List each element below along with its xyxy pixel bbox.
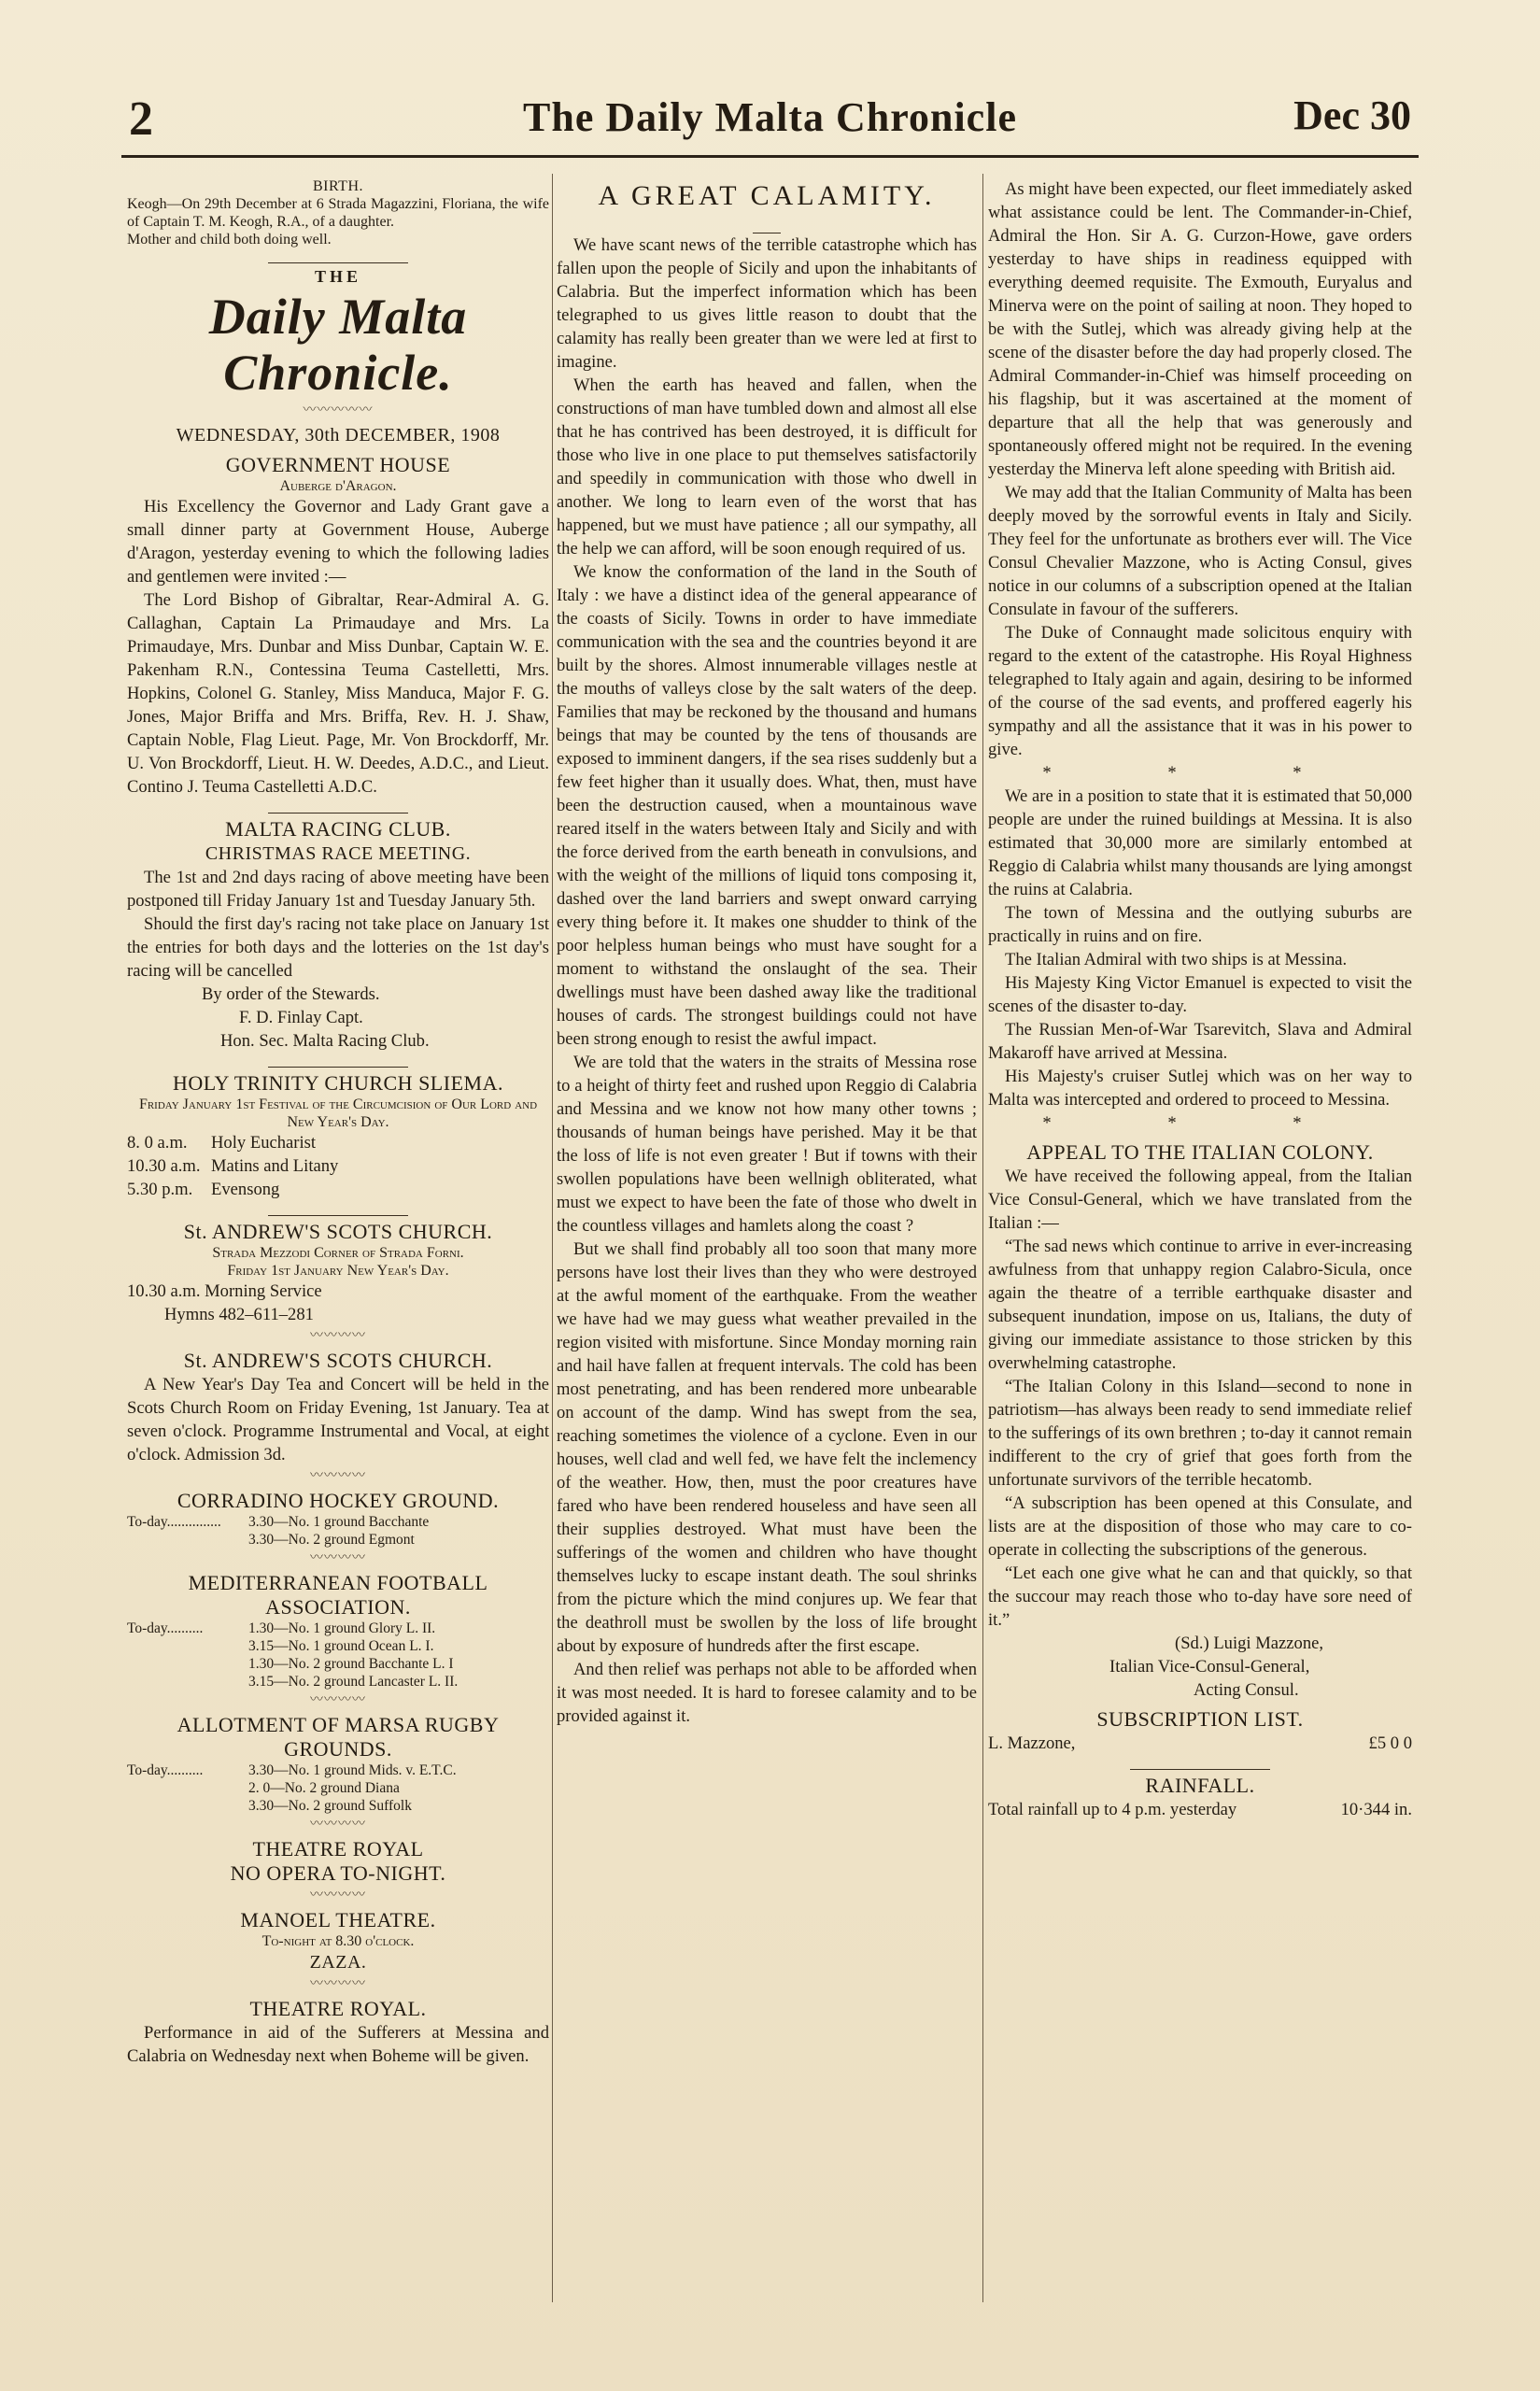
- dateline: WEDNESDAY, 30th DECEMBER, 1908: [176, 425, 501, 446]
- racing-text-1: The 1st and 2nd days racing of above meeting have been postponed till Friday January 1st and Tuesday January 5th.: [127, 868, 549, 911]
- government-house-subheading: Auberge d'Aragon.: [279, 478, 397, 494]
- article-paragraph: The Duke of Connaught made solicitous enquiry with regard to the extent of the catastrophe. His Royal Highness telegraphed to Italy again and again, desiring to be informed of the course of the sad events, and proffered eagerly his sympathy and all the assistance that it was in his power to give.: [988, 623, 1412, 759]
- masthead-rule: [121, 155, 1419, 158]
- schedule-row: [127, 1154, 549, 1178]
- schedule-row: [127, 1131, 549, 1154]
- scots-church-heading: St. ANDREW'S SCOTS CHURCH.: [183, 1220, 493, 1243]
- fixture-label: To-day..........: [127, 1762, 204, 1778]
- racing-club-heading: MALTA RACING CLUB.: [225, 817, 451, 841]
- article-paragraph: The Russian Men-of-War Tsarevitch, Slava and Admiral Makaroff have arrived at Messina.: [988, 1020, 1412, 1063]
- divider: [988, 1757, 1412, 1768]
- article-paragraph: As might have been expected, our fleet immediately asked what assistance could be lent. The Commander-in-Chief, Admiral the Hon. Sir A. G. Curzon-Howe, gave orders yesterday to have ships in readiness equipped with everything deemed requisite. The Exmouth, Euryalus and Minerva were on the point of sailing at noon. They hoped to be with the Sutlej, which was already giving help at the scene of the disaster before the day had properly closed. The Admiral Commander-in-Chief was himself proceeding on his flagship, but it was ascertained at the moment of departure that all the help that was generously and spontaneously offered might not be required. In the evening yesterday the Minerva left alone speeding with British aid.: [988, 179, 1412, 479]
- column-3: [988, 177, 1412, 2307]
- article-paragraph: We may add that the Italian Community of Malta has been deeply moved by the sorrowful events in Italy and Sicily. They feel for the unfortunate as brothers ever will. The Vice Consul Chevalier Mazzone, who is Acting Consul, gives notice in our columns of a subscription opened at the Italian Consulate in favour of the sufferers.: [988, 483, 1412, 619]
- fixture: 1.30—No. 2 ground Bacchante L. I: [248, 1656, 454, 1672]
- article-paragraph: His Majesty's cruiser Sutlej which was on her way to Malta was intercepted and ordered to proceed to Messina.: [988, 1067, 1412, 1110]
- rugby-heading: ALLOTMENT OF MARSA RUGBY GROUNDS.: [177, 1713, 500, 1761]
- fixture: 3.30—No. 2 ground Suffolk: [248, 1798, 412, 1814]
- appeal-paragraph: “The Italian Colony in this Island—second to none in patriotism—has always been ready to send immediate relief to the sufferings of its own brethren ; to-day it cannot remain indifferent to the cry of grief that goes forth from the unfortunate survivors of the terrible hecatomb.: [988, 1377, 1412, 1490]
- manoel-theatre-heading: MANOEL THEATRE.: [240, 1908, 436, 1931]
- scots-church-address: Strada Mezzodi Corner of Strada Forni.: [212, 1245, 464, 1261]
- ornament-divider: 〰〰〰〰: [310, 1693, 366, 1707]
- article-paragraph: The Italian Admiral with two ships is at Messina.: [1005, 950, 1348, 969]
- hockey-heading: CORRADINO HOCKEY GROUND.: [177, 1489, 500, 1512]
- appeal-paragraph: “A subscription has been opened at this Consulate, and lists are at the disposition of those who may care to co-operate in collecting the subscriptions of the generous.: [988, 1493, 1412, 1560]
- schedule-time: 8. 0 a.m.: [127, 1133, 188, 1153]
- birth-heading: BIRTH.: [312, 178, 364, 194]
- divider: [557, 220, 977, 232]
- article-paragraph: The town of Messina and the outlying suburbs are practically in ruins and on fire.: [988, 903, 1412, 946]
- appeal-heading: APPEAL TO THE ITALIAN COLONY.: [1026, 1140, 1374, 1164]
- racing-signature-2: F. D. Finlay Capt.: [239, 1008, 363, 1027]
- column-divider: [982, 174, 983, 2302]
- appeal-paragraph: “Let each one give what he can and that quickly, so that the succour may reach those who to-day have sore need of it.”: [988, 1563, 1412, 1630]
- article-paragraph: We have scant news of the terrible catastrophe which has fallen upon the people of Sicily and upon the inhabitants of Calabria. But the imperfect information which has been telegraphed to us gives little reason to doubt that the calamity has really been greater than we were led at first to imagine.: [557, 235, 977, 372]
- rainfall-row: [988, 1798, 1412, 1821]
- column-divider: [552, 174, 553, 2302]
- schedule-event: Evensong: [211, 1180, 280, 1199]
- fixture: 3.30—No. 1 ground Bacchante: [248, 1514, 430, 1530]
- scots-church-date: Friday 1st January New Year's Day.: [227, 1263, 449, 1279]
- section-stars: * * *: [1042, 1113, 1358, 1133]
- schedule-time: 5.30 p.m.: [127, 1180, 193, 1199]
- government-house-guests: The Lord Bishop of Gibraltar, Rear-Admiral A. G. Callaghan, Captain La Primaudaye and Mrs. La Primaudaye, Mrs. Dunbar and Miss Dunbar, Captain W. E. Pakenham R.N., Contessina Teuma Castelletti, Mrs. Hopkins, Colonel G. Stanley, Miss Manduca, Major F. G. Jones, Major Briffa and Mrs. Briffa, Rev. H. J. Shaw, Captain Noble, Flag Lieut. Page, Mr. Von Brockdorff, Mr. U. Von Brockdorff, Lieut. H. W. Deedes, A.D.C., and Lieut. Contino J. Teuma Castelletti A.D.C.: [127, 590, 549, 797]
- theatre-royal-heading: THEATRE ROYAL: [252, 1837, 424, 1860]
- scots-church-concert-heading: St. ANDREW'S SCOTS CHURCH.: [183, 1349, 493, 1372]
- article-paragraph: We know the conformation of the land in the South of Italy : we have a distinct idea of the general appearance of the coasts of Sicily. Towns in order to have immediate communication with the sea and the countries beyond it are built by the shores. Almost innumerable villages nestle at the mouths of valleys close by the salt waters of the deep. Families that may be reckoned by the thousand and humans beings that may be counted by the tens of thousands are exposed to imminent dangers, if the sea rises suddenly but a few feet higher than it usually does. What, then, must have been the destruction caused, when a mountainous wave reared itself in the waters between Italy and Sicily and with the force derived from the earth beneath in convulsions, and with the weight of the millions of liquid tons composing it, dashed over the land barriers and swept onward carrying every thing before it. It makes one shudder to think of the poor helpless human beings who must have sought for a moment to withstand the onslaught of the sea. Their dwellings must have been dashed away like the traditional houses of cards. The strongest buildings could not have been strong enough to resist the awful impact.: [557, 562, 977, 1049]
- masthead: [121, 92, 1419, 149]
- ornament-divider: 〰〰〰〰: [310, 1977, 366, 1991]
- government-house-heading: GOVERNMENT HOUSE: [225, 453, 451, 476]
- subscription-heading: SUBSCRIPTION LIST.: [1096, 1707, 1304, 1731]
- divider: [127, 800, 549, 812]
- theatre-royal-notice: NO OPERA TO-NIGHT.: [230, 1861, 446, 1885]
- government-house-text: His Excellency the Governor and Lady Grant gave a small dinner party at Government House, Auberge d'Aragon, yesterday evening to which the following ladies and gentlemen were invited :—: [127, 497, 549, 587]
- schedule-event: Matins and Litany: [211, 1156, 339, 1176]
- manoel-theatre-time: To-night at 8.30 o'clock.: [261, 1933, 415, 1949]
- rainfall-value: 10·344 in.: [1340, 1800, 1412, 1819]
- birth-notice-2: Mother and child both doing well.: [127, 232, 332, 248]
- nameplate: Daily Malta Chronicle.: [208, 289, 468, 401]
- fixture: 1.30—No. 1 ground Glory L. II.: [248, 1620, 436, 1636]
- fixture: 3.15—No. 1 ground Ocean L. I.: [248, 1638, 434, 1654]
- birth-notice: Keogh—On 29th December at 6 Strada Magazzini, Floriana, the wife of Captain T. M. Keogh, R.A., of a daughter.: [127, 196, 549, 230]
- divider: [127, 1054, 549, 1066]
- article-paragraph: And then relief was perhaps not able to be afforded when it was most needed. It is hard to foresee calamity and to be provided against it.: [557, 1660, 977, 1726]
- schedule-time: 10.30 a.m.: [127, 1156, 201, 1176]
- article-paragraph: When the earth has heaved and fallen, when the constructions of man have tumbled down and almost all else that he has contrived has been destroyed, it is difficult for those who live in one place to put themselves satisfactorily and speedily in communication with those who dwell in another. We long to learn even of the worst that has happened, but we must have patience ; all our sympathy, all the help we can afford, will be soon enough required of us.: [557, 375, 977, 559]
- racing-signature-1: By order of the Stewards.: [202, 984, 380, 1004]
- appeal-signature-2: Italian Vice-Consul-General,: [1109, 1657, 1310, 1677]
- issue-date: Dec 30: [1293, 92, 1411, 138]
- racing-meeting-heading: CHRISTMAS RACE MEETING.: [205, 843, 472, 864]
- ornament-divider: 〰〰〰〰: [310, 1551, 366, 1565]
- article-paragraph: His Majesty King Victor Emanuel is expected to visit the scenes of the disaster to-day.: [988, 973, 1412, 1016]
- column-1: [127, 177, 549, 2307]
- fixture: 2. 0—No. 2 ground Diana: [248, 1780, 400, 1796]
- page-number: 2: [129, 92, 153, 146]
- schedule-row: [127, 1178, 549, 1201]
- divider: [127, 250, 549, 262]
- ornament-divider: 〰〰〰〰: [310, 1469, 366, 1483]
- football-heading: MEDITERRANEAN FOOTBALL ASSOCIATION.: [188, 1571, 488, 1619]
- appeal-signature-1: (Sd.) Luigi Mazzone,: [1175, 1634, 1324, 1653]
- fixture: 3.15—No. 2 ground Lancaster L. II.: [248, 1674, 459, 1690]
- column-2: [557, 177, 977, 2307]
- scots-church-hymns: Hymns 482–611–281: [164, 1305, 314, 1324]
- theatre-royal-benefit-text: Performance in aid of the Sufferers at Messina and Calabria on Wednesday next when Boheme will be given.: [127, 2023, 549, 2066]
- article-title: A GREAT CALAMITY.: [598, 180, 936, 211]
- subscription-amount: £5 0 0: [1368, 1733, 1412, 1753]
- section-stars: * * *: [1042, 763, 1358, 783]
- theatre-royal-benefit-heading: THEATRE ROYAL.: [249, 1997, 427, 2020]
- holy-trinity-heading: HOLY TRINITY CHURCH SLIEMA.: [173, 1071, 503, 1095]
- holy-trinity-subheading: Friday January 1st Festival of the Circumcision of Our Lord and New Year's Day.: [138, 1096, 538, 1130]
- fixture: 3.30—No. 2 ground Egmont: [248, 1532, 415, 1548]
- hockey-fixtures: [127, 1513, 549, 1549]
- ornament-divider: 〰〰〰〰: [310, 1818, 366, 1832]
- newspaper-title: The Daily Malta Chronicle: [523, 94, 1017, 140]
- racing-text-2: Should the first day's racing not take place on January 1st the entries for both days and the lotteries on the 1st day's racing will be cancelled: [127, 914, 549, 981]
- article-paragraph: We are told that the waters in the straits of Messina rose to a height of thirty feet and rushed upon Reggio di Calabria and Messina and we know not how many other towns ; thousands of human beings have perished. May it be that the loss of life is not even greater ! But if towns with their swollen populations have been wellnigh obliterated, what must we expect to have been the fate of those who dwelt in the countless villages and hamlets along the coast ?: [557, 1053, 977, 1236]
- article-paragraph: But we shall find probably all too soon that many more persons have lost their lives than they who were destroyed at the awful moment of the earthquake. From the weather we have had we may guess what weather prevailed in the region visited with misfortune. Since Monday morning rain and hail have fallen at frequent intervals. The cold has been most penetrating, and has been rendered more unbearable on account of the damp. Wind has swept from the sea, reaching sometimes the violence of a cyclone. Even in our houses, well clad and well fed, we have felt the inclemency of the weather. How, then, must the poor creatures have fared who have been rendered houseless and have seen all their supplies destroyed. What must have been the sufferings of the women and children who have thought themselves lucky to escape instant death. The soul shrinks from the picture which the mind conjures up. We fear that the deathroll must be swollen by the loss of life brought about by exposure of hundreds after the first escape.: [557, 1239, 977, 1656]
- subscriber-name: L. Mazzone,: [988, 1733, 1076, 1753]
- article-paragraph: We are in a position to state that it is estimated that 50,000 people are under the ruined buildings at Messina. It is also estimated that 30,000 more are similarly entombed at Reggio di Calabria whilst many thousands are lying amongst the ruins at Calabria.: [988, 786, 1412, 899]
- appeal-signature-3: Acting Consul.: [1194, 1680, 1299, 1700]
- manoel-theatre-show: ZAZA.: [309, 1952, 367, 1973]
- fixture-label: To-day..........: [127, 1620, 204, 1636]
- ornament-divider: 〰〰〰〰: [310, 1889, 366, 1903]
- nameplate-the: THE: [314, 267, 361, 286]
- rainfall-label: Total rainfall up to 4 p.m. yesterday: [988, 1800, 1237, 1819]
- football-fixtures: [127, 1620, 549, 1691]
- scots-church-service: 10.30 a.m. Morning Service: [127, 1281, 322, 1301]
- rugby-fixtures: [127, 1761, 549, 1815]
- rainfall-heading: RAINFALL.: [1145, 1774, 1255, 1797]
- ornament-divider: 〰〰〰〰〰: [303, 403, 374, 417]
- ornament-divider: 〰〰〰〰: [310, 1329, 366, 1343]
- racing-signature-3: Hon. Sec. Malta Racing Club.: [220, 1031, 430, 1051]
- divider: [127, 1203, 549, 1214]
- scots-church-concert-text: A New Year's Day Tea and Concert will be held in the Scots Church Room on Friday Evening, 1st January. Tea at seven o'clock. Programme Instrumental and Vocal, at eight o'clock. Admission 3d.: [127, 1375, 549, 1464]
- appeal-paragraph: “The sad news which continue to arrive in ever-increasing awfulness from that unhappy region Calabro-Sicula, once again the theatre of a terrible earthquake disaster and subsequent inundation, impose on us, Italians, the duty of giving our immediate assistance to those stricken by this overwhelming catastrophe.: [988, 1237, 1412, 1373]
- appeal-paragraph: We have received the following appeal, from the Italian Vice Consul-General, which we have translated from the Italian :—: [988, 1167, 1412, 1233]
- subscription-row: [988, 1732, 1412, 1755]
- fixture-label: To-day...............: [127, 1514, 221, 1530]
- schedule-event: Holy Eucharist: [211, 1133, 317, 1153]
- fixture: 3.30—No. 1 ground Mids. v. E.T.C.: [248, 1762, 457, 1778]
